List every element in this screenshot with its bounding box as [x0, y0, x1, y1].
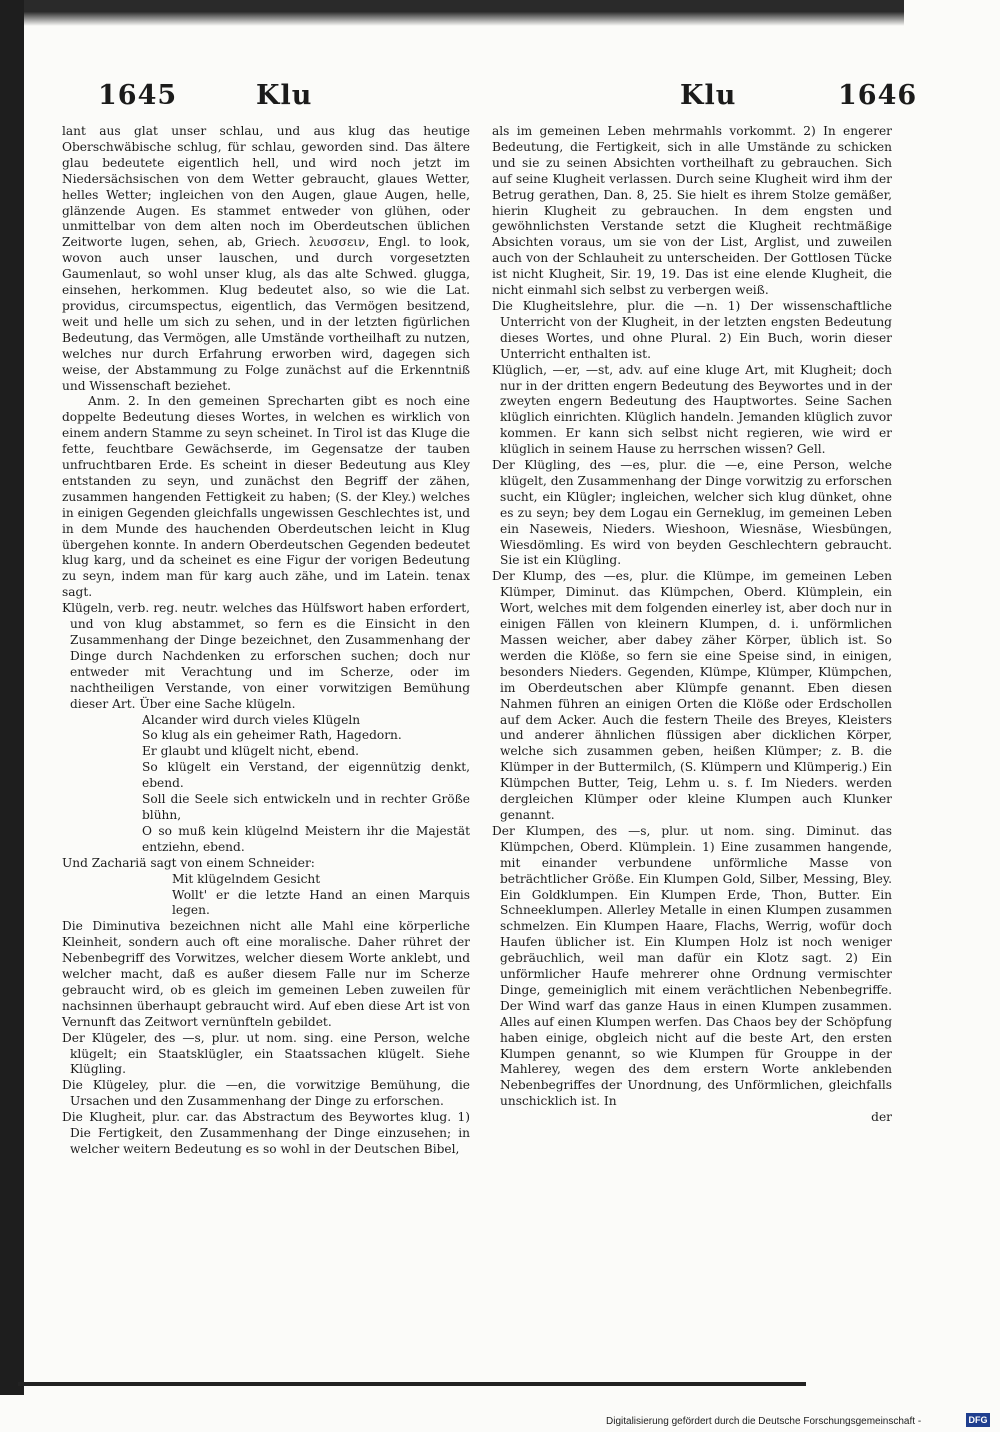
dictionary-entry: Anm. 2. In den gemeinen Sprecharten gibt es noch eine doppelte Bedeutung dieses Wortes, in welchen es wirklich von einem andern Stamme zu seyn scheinet. In Tirol ist das Kluge die fette, feuchtbare Gewächserde, im Gegensatze der tauben unfruchtbaren Erde. Es scheint in dieser Bedeutung aus Kley entstanden zu seyn, und zunächst den Begriff der zähen, zusammen hangenden Fettigkeit zu haben; (S. der Kley.) welches in einigen Gegenden gleichfalls ungewissen Geschlechtes ist, und in dem Munde des hauchenden Oberdeutschen leicht in Klug übergehen konnte. In andern Oberdeutschen Gegenden bedeutet klug karg, und da scheinet es eine Figur der vorigen Bedeutung zu seyn, indem man für karg auch zähe, und im Latein. tenax sagt. — [62, 394, 470, 600]
dictionary-entry: Klüglich, —er, —st, adv. auf eine kluge Art, mit Klugheit; doch nur in der dritten engern Bedeutung des Beywortes und in der zweyten engern Bedeutung des Hauptwortes. Seine Sachen klüglich einrichten. Klüglich handeln. Jemanden klüglich zuvor kommen. Er kann sich selbst nicht regieren, wie wird er klüglich in seinem Hause zu herrschen wissen? Gell. — [492, 362, 892, 457]
bottom-rule — [18, 1382, 806, 1386]
quotation-line: O so muß kein klügelnd Meistern ihr die Majestät entziehn, ebend. — [142, 823, 470, 854]
quotation-line: So klug als ein geheimer Rath, Hagedorn. — [142, 728, 402, 743]
dictionary-entry: lant aus glat unser schlau, und aus klug das heutige Oberschwäbische schlug, für schlau, geworden sind. Das ältere glau bedeutete eigentlich hell, und wird noch jetzt im Niedersächsischen von dem Wetter gebraucht, glaues Wetter, helles Wetter; ingleichen von den Augen, glaue Augen, helle, glänzende Augen. Es stammet entweder von glühen, oder unmittelbar von dem alten noch im Oberdeutschen üblichen Zeitworte lugen, sehen, ab, Griech. λευσσειν, Engl. to look, wovon auch unser lauschen, und durch vorgesetzten Gaumenlaut, so wohl unser klug, als das alte Schwed. glugga, einsehen, herkommen. Klug bedeutet also, so wie die Lat. providus, circumspectus, eigentlich, das Vermögen besitzend, weit und helle um sich zu sehen, und in der letzten figürlichen Bedeutung, das Vermögen, alle Umstände vortheilhaft zu nutzen, welches nur durch Erfahrung erworben wird, dagegen sich weise, der Abstammung zu Folge zunächst auf die Erkenntniß und Wissenschaft beziehet. — [62, 124, 470, 393]
dictionary-entry: Die Klügeley, plur. die —en, die vorwitzige Bemühung, die Ursachen und den Zusammenhang der Dinge zu erforschen. — [62, 1078, 470, 1109]
scan-border-left — [0, 0, 24, 1395]
dictionary-entry: Der Klügling, des —es, plur. die —e, eine Person, welche klügelt, den Zusammenhang der Dinge vorwitzig zu erforschen sucht, ein Klügler; ingleichen, welcher sich klug dünket, ohne es zu seyn; bey dem Logau ein Gerneklug, im gemeinen Leben ein Naseweis, Nieders. Wieshoon, Wiesnäse, Wiesbüngen, Wiesdömling. Es wird von beyden Geschlechtern gebraucht. Sie ist ein Klügling. — [492, 458, 892, 568]
quotation-line: Alcander wird durch vieles Klügeln — [142, 712, 361, 727]
quotation-line: Mit klügelndem Gesicht — [172, 871, 321, 886]
page-number-left: 1645 — [98, 80, 178, 111]
right-column — [492, 124, 892, 1126]
scan-border-top — [24, 0, 904, 26]
dictionary-entry: Klügeln, verb. reg. neutr. welches das Hülfswort haben erfordert, und von klug abstammet, so fern es die Einsicht in den Zusammenhang der Dinge bezeichnet, den Zusammenhang der Dinge durch Nachdenken zu erforschen suchen; doch nur entweder mit Verachtung und im Scherze, oder im nachtheiligen Verstande, von einer vorwitzigen Bemühung dieser Art. Über eine Sache klügeln. — [62, 601, 470, 711]
catchword: der — [871, 1110, 892, 1125]
running-head-left: Klu — [256, 80, 313, 111]
footer-credit: Digitalisierung gefördert durch die Deutsche Forschungsgemeinschaft - — [606, 1416, 922, 1427]
dictionary-entry: Der Klump, des —es, plur. die Klümpe, im gemeinen Leben Klümper, Diminut. das Klümpchen, Oberd. Klümplein, ein Wort, welches mit dem folgenden einerley ist, aber doch nur in einigen Fällen von kleinern Klumpen, d. i. unförmlichen Massen weicher, aber dabey zäher Körper, üblich ist. So werden die Klöße, so fern sie eine Speise sind, in einigen, besonders Nieders. Gegenden, Klümpe, Klümper, Klümpchen, im Oberdeutschen aber Klümpfe genannt. Eben diesen Nahmen führen an einigen Orten die Klöße oder Erdschollen auf dem Acker. Auch die festern Theile des Breyes, Kleisters und anderer ähnlichen flüssigen aber dicklichen Körper, welche sich zusammen geben, heißen Klümper; z. B. die Klümper in der Buttermilch, (S. Klümpern und Klümperig.) Ein Klümpchen Butter, Teig, Lehm u. s. f. Im Nieders. werden dergleichen Klümper oder kleine Klumpen auch Klunker genannt. — [492, 569, 892, 822]
quotation-line: Wollt' er die letzte Hand an einen Marquis legen. — [172, 887, 470, 918]
dictionary-entry: Der Klumpen, des —s, plur. ut nom. sing. Diminut. das Klümpchen, Oberd. Klümplein. 1) Eine zusammen hangende, mit einander verbundene unförmliche Masse von beträchtlicher Größe. Ein Klumpen Gold, Silber, Messing, Bley. Ein Goldklumpen. Ein Klumpen Erde, Thon, Butter. Ein Schneeklumpen. Allerley Metalle in einen Klumpen zusammen schmelzen. Ein Klumpen Haare, Flachs, Werrig, wofür doch Haufen üblicher ist. Ein Klumpen Holz ist noch weniger gebräuchlich, weil man dafür ein Klotz sagt. 2) Ein unförmlicher Haufe mehrerer ohne Ordnung vermischter Dinge, gemeiniglich mit einem verächtlichen Nebenbegriffe. Der Wind warf das ganze Haus in einen Klumpen zusammen. Alles auf einen Klumpen werfen. Das Chaos bey der Schöpfung haben einige, obgleich nicht auf die beste Art, den ersten Klumpen genannt, so wie Klumpen für Grouppe in der Mahlerey, wegen des dem erstern Worte anklebenden Nebenbegriffes der Unordnung, des Unförmlichen, gleichfalls unschicklich ist. In — [492, 823, 892, 1109]
quotation-line: Er glaubt und klügelt nicht, ebend. — [142, 744, 359, 759]
left-column — [62, 124, 470, 1158]
dictionary-entry: als im gemeinen Leben mehrmahls vorkommt. 2) In engerer Bedeutung, die Fertigkeit, sich in alle Umstände zu schicken und sie zu seinen Absichten vortheilhaft zu gebrauchen. Sich auf seine Klugheit verlassen. Durch seine Klugheit wird ihm der Betrug gerathen, Dan. 8, 25. Sie hielt es ihrem Stolze gemäßer, hierin Klugheit zu gebrauchen. In dem engsten und gewöhnlichsten Verstande setzt die Klugheit rechtmäßige Absichten voraus, um sie von der List, Arglist, und zuweilen auch von der Schlauheit zu unterscheiden. Der Gottlosen Tücke ist nicht Klugheit, Sir. 19, 19. Das ist eine elende Klugheit, die nicht einmahl sich selbst zu verbergen weiß. — [492, 124, 892, 298]
quotation-line: So klügelt ein Verstand, der eigennützig denkt, ebend. — [142, 760, 470, 791]
dictionary-entry: Die Klugheit, plur. car. das Abstractum des Beywortes klug. 1) Die Fertigkeit, den Zusammenhang der Dinge einzusehen; in welcher weitern Bedeutung es so wohl in der Deutschen Bibel, — [62, 1110, 470, 1156]
dfg-logo: DFG — [966, 1413, 990, 1427]
dictionary-entry: Der Klügeler, des —s, plur. ut nom. sing. eine Person, welche klügelt; ein Staatsklügler, ein Staatssachen klügelt. Siehe Klügling. — [62, 1030, 470, 1077]
quotation-line: Soll die Seele sich entwickeln und in rechter Größe blühn, — [142, 792, 470, 822]
dictionary-entry: Die Diminutiva bezeichnen nicht alle Mahl eine körperliche Kleinheit, sondern auch oft eine moralische. Daher rühret der Nebenbegriff des Vorwitzes, welcher diesem Worte anklebt, und welcher macht, daß es außer diesem Falle nur im Scherze gebraucht wird, ob es gleich im gemeinen Leben zuweilen für nachsinnen überhaupt gebraucht wird. Auf eben diese Art ist von Vernunft das Zeitwort vernünfteln gebildet. — [62, 919, 470, 1029]
dictionary-entry: Die Klugheitslehre, plur. die —n. 1) Der wissenschaftliche Unterricht von der Klugheit, in der letzten engsten Bedeutung dieses Wortes, und ohne Plural. 2) Ein Buch, worin dieser Unterricht enthalten ist. — [492, 298, 892, 361]
running-head-right: Klu — [680, 80, 737, 111]
page-number-right: 1646 — [838, 80, 918, 111]
dictionary-entry: Und Zachariä sagt von einem Schneider: — [62, 855, 315, 870]
